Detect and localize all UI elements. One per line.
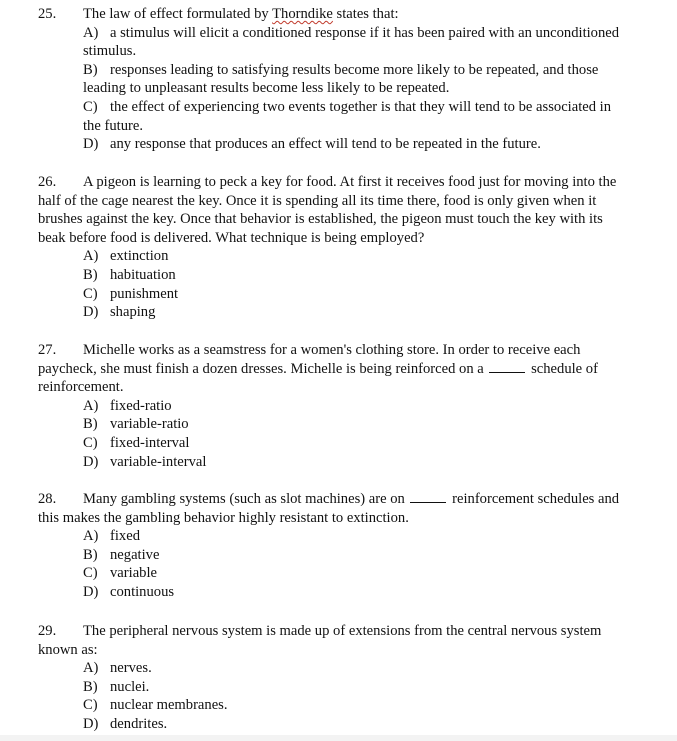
option-b: B) negative (83, 546, 160, 563)
option-a: A) fixed (83, 528, 140, 545)
option-d: D) variable-interval (83, 453, 207, 470)
option-d: D) any response that produces an effect will tend to be repeated in the future. (83, 136, 541, 153)
option-a: A) fixed-ratio (83, 397, 172, 414)
question-28-stem: 28. Many gambling systems (such as slot machines) are on reinforcement schedules and this makes the gambling behavior highly resistant to extinction. (38, 491, 620, 526)
question-26-options (38, 247, 628, 321)
option-d: D) shaping (83, 304, 156, 321)
question-26-stem: 26. A pigeon is learning to peck a key for food. At first it receives food just for moving into the half of the cage nearest the key. Once it is spending all its time there, food is only given when it brushes against the key. Once that behavior is established, the pigeon must touch the key with its beak before food is delivered. What technique is being employed? (38, 174, 617, 246)
question-28-options (38, 527, 628, 601)
fill-in-blank (410, 490, 446, 503)
question-29-options (38, 659, 628, 733)
question-25-options (38, 24, 628, 154)
option-b: B) responses leading to satisfying results become more likely to be repeated, and those leading to unpleasant results become less likely to be repeated. (83, 61, 599, 97)
question-number: 25. (38, 6, 57, 22)
option-c: C) punishment (83, 285, 179, 302)
option-d: D) dendrites. (83, 715, 168, 732)
option-c: C) fixed-interval (83, 434, 190, 451)
option-a: A) extinction (83, 248, 169, 265)
fill-in-blank (489, 360, 525, 373)
option-a: A) a stimulus will elicit a conditioned response if it has been paired with an unconditioned stimulus. (83, 24, 620, 60)
question-28 (38, 490, 628, 602)
option-b: B) habituation (83, 266, 176, 283)
option-c: C) variable (83, 565, 157, 582)
option-c: C) nuclear membranes. (83, 697, 228, 714)
option-b: B) variable-ratio (83, 416, 189, 433)
question-25-stem: 25. The law of effect formulated by Thorndike states that: (38, 6, 399, 22)
spellcheck-word: Thorndike (272, 6, 333, 22)
question-27-stem: 27. Michelle works as a seamstress for a women's clothing store. In order to receive each paycheck, she must finish a dozen dresses. Michelle is being reinforced on a schedule of reinforcement. (38, 342, 598, 396)
option-b: B) nuclei. (83, 678, 150, 695)
question-number: 29. (38, 623, 57, 639)
page-bottom-edge (0, 735, 677, 741)
question-number: 28. (38, 491, 57, 507)
question-29 (38, 622, 628, 734)
question-25 (38, 5, 628, 154)
question-number: 26. (38, 174, 57, 190)
question-number: 27. (38, 342, 57, 358)
option-d: D) continuous (83, 583, 175, 600)
question-29-stem: 29. The peripheral nervous system is made up of extensions from the central nervous system known as: (38, 623, 602, 658)
option-a: A) nerves. (83, 660, 152, 677)
question-27 (38, 341, 628, 471)
option-c: C) the effect of experiencing two events together is that they will tend to be associated in the future. (83, 98, 612, 134)
question-26 (38, 173, 628, 322)
question-27-options (38, 397, 628, 471)
